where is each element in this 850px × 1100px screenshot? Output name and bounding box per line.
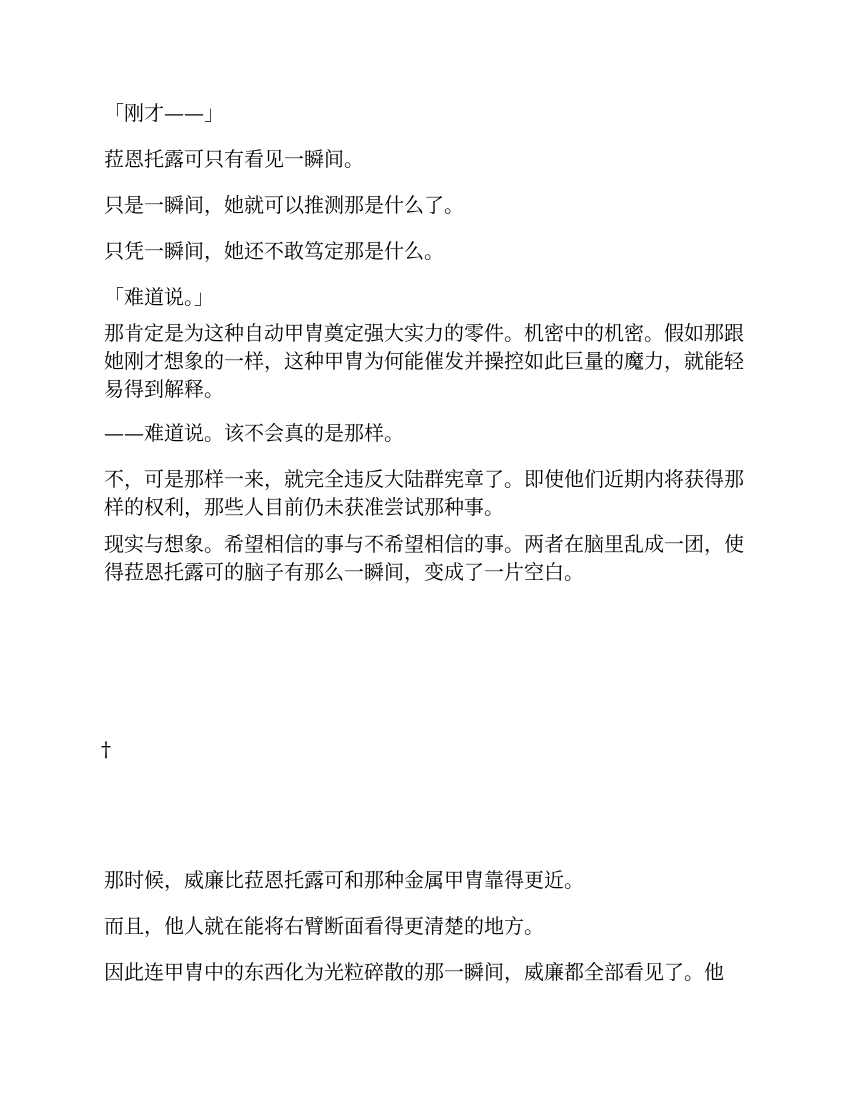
paragraph: 不，可是那样一来，就完全违反大陆群宪章了。即使他们近期内将获得那样的权利，那些人目前仍未获准尝试那种事。 (104, 467, 744, 519)
section-break-marker: † (101, 737, 111, 761)
paragraph: 因此连甲胄中的东西化为光粒碎散的那一瞬间，威廉都全部看见了。他 (104, 960, 724, 984)
paragraph: 菈恩托露可只有看见一瞬间。 (104, 147, 364, 171)
paragraph: 只凭一瞬间，她还不敢笃定那是什么。 (104, 239, 444, 263)
paragraph: 那肯定是为这种自动甲胄奠定强大实力的零件。机密中的机密。假如那跟她刚才想象的一样，这种甲胄为何能催发并操控如此巨量的魔力，就能轻易得到解释。 (104, 321, 744, 401)
paragraph: 只是一瞬间，她就可以推测那是什么了。 (104, 193, 464, 217)
paragraph: ——难道说。该不会真的是那样。 (104, 421, 404, 445)
paragraph: 而且，他人就在能将右臂断面看得更清楚的地方。 (104, 914, 544, 938)
paragraph: 「刚才——」 (104, 101, 224, 125)
paragraph: 现实与想象。希望相信的事与不希望相信的事。两者在脑里乱成一团，使得菈恩托露可的脑子有那么一瞬间，变成了一片空白。 (104, 532, 744, 584)
paragraph: 「难道说。」 (104, 285, 214, 309)
paragraph: 那时候，威廉比菈恩托露可和那种金属甲胄靠得更近。 (104, 868, 584, 892)
